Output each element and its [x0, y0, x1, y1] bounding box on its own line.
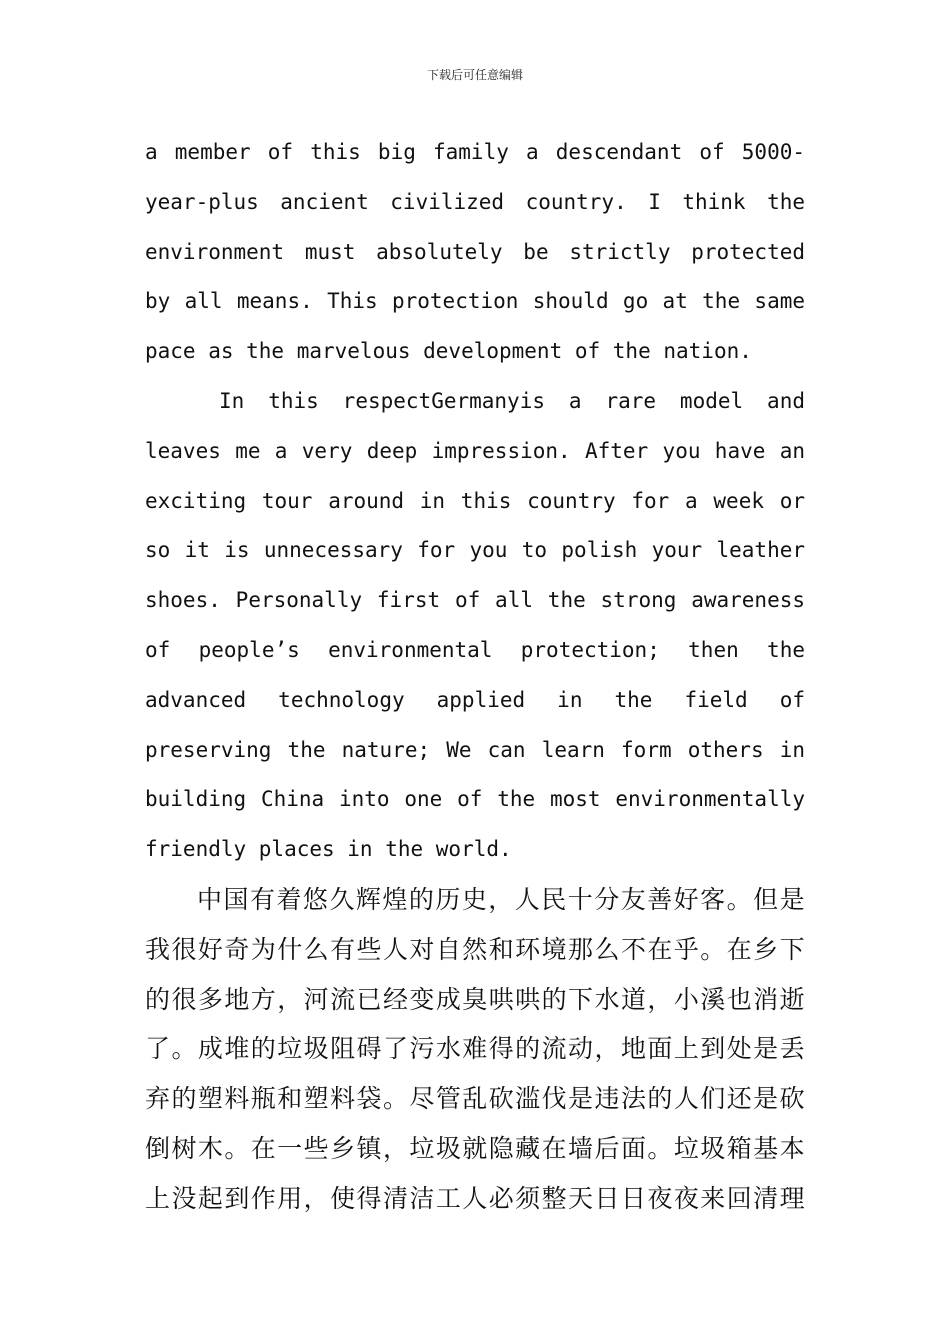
text-line: leaves me a very deep impression. After you have an	[145, 438, 805, 463]
text-line: friendly places in the world.	[145, 837, 512, 862]
text-line: advanced technology applied in the field of	[145, 687, 805, 712]
text-line: by all means. This protection should go at the same	[145, 289, 805, 314]
text-line: 上没起到作用，使得清洁工人必须整天日日夜夜来回清理	[145, 1183, 805, 1213]
text-line: 弃的塑料瓶和塑料袋。尽管乱砍滥伐是违法的人们还是砍	[145, 1084, 805, 1114]
text-line: shoes. Personally first of all the strong awareness	[145, 588, 805, 613]
text-line: year-plus ancient civilized country. I think the	[145, 189, 805, 214]
text-line: 中国有着悠久辉煌的历史，人民十分友善好客。但是	[197, 884, 805, 914]
text-line: pace as the marvelous development of the nation.	[145, 339, 752, 364]
text-line: In this respectGermanyis a rare model and	[219, 388, 805, 413]
text-line: exciting tour around in this country for a week or	[145, 488, 805, 513]
text-line: preserving the nature; We can learn form others in	[145, 737, 805, 762]
text-line: of people’s environmental protection; then the	[145, 637, 805, 662]
text-line: building China into one of the most environmentally	[145, 787, 805, 812]
text-line: environment must absolutely be strictly protected	[145, 239, 805, 264]
paragraph-2	[145, 377, 805, 875]
paragraph-1	[145, 128, 805, 377]
text-line: a member of this big family a descendant of 5000-	[145, 140, 805, 164]
text-line: 了。成堆的垃圾阻碍了污水难得的流动，地面上到处是丢	[145, 1034, 805, 1064]
page-header: 下载后可任意编辑	[426, 68, 523, 82]
text-line: so it is unnecessary for you to polish your leather	[145, 538, 805, 563]
text-line: 的很多地方，河流已经变成臭哄哄的下水道，小溪也消逝	[145, 984, 805, 1014]
text-line: 我很好奇为什么有些人对自然和环境那么不在乎。在乡下	[145, 934, 805, 964]
text-line: 倒树木。在一些乡镇，垃圾就隐藏在墙后面。垃圾箱基本	[145, 1133, 805, 1163]
document-body	[145, 128, 805, 1224]
paragraph-3	[145, 875, 805, 1224]
